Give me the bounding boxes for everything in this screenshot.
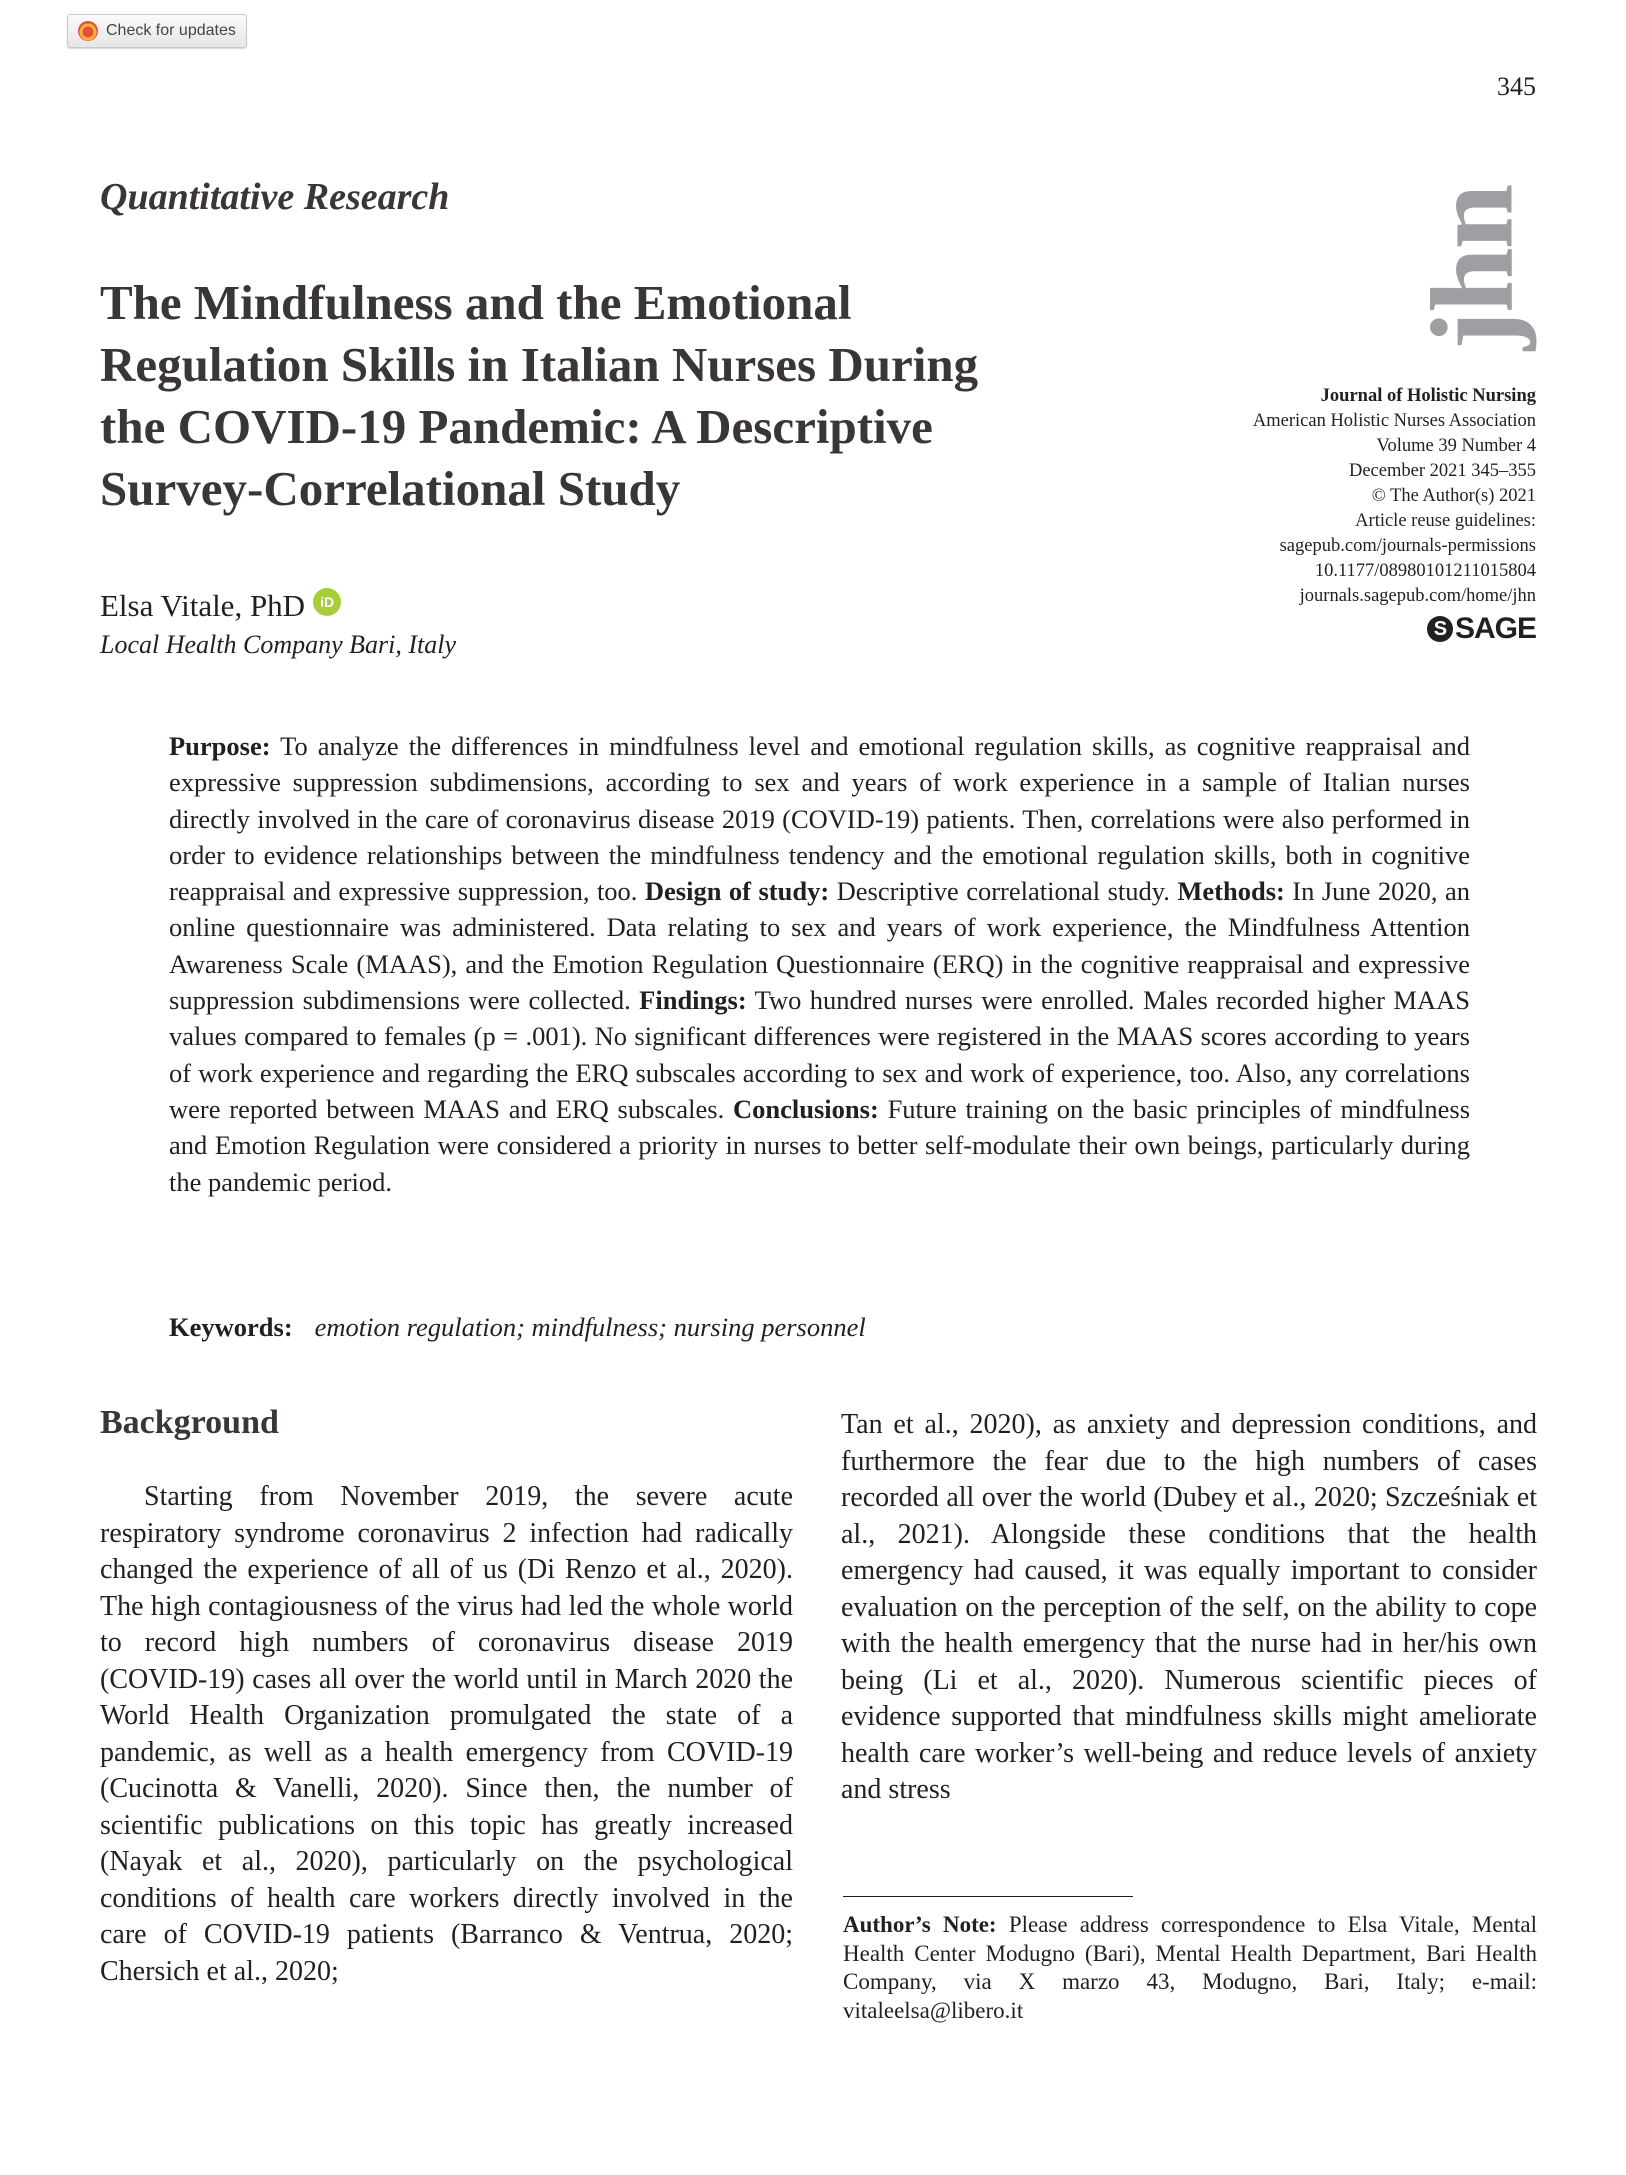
sage-mark-icon: S — [1427, 616, 1453, 642]
findings-label: Findings: — [639, 985, 747, 1016]
design-label: Design of study: — [644, 876, 830, 907]
footnote-divider — [843, 1896, 1133, 1897]
page-number: 345 — [1497, 72, 1536, 101]
background-heading: Background — [100, 1404, 279, 1441]
purpose-text: To analyze the differences in mindfulness level and emotional regulation skills, as cognitive reappraisal and expressive suppression subdimensions, according to sex and years of work experience in a sample of Italian nurses directly involved in the care of coronavirus disease 2019 (COVID-19) patients. Then, correlations were also performed in order to evidence relationships between the mindfulness tendency and the emotional regulation skills, both in cognitive reappraisal and expressive suppression, too. — [169, 731, 1470, 907]
orcid-icon[interactable]: iD — [313, 588, 341, 616]
findings-text: Two hundred nurses were enrolled. Males recorded higher MAAS values compared to females (p = .001). No significant differences were registered in the MAAS scores according to years of work experience and regarding the ERQ subscales according to sex and work of experience, too. Also, any correlations were reported between MAAS and ERQ subscales. — [169, 985, 1471, 1124]
reuse-label: Article reuse guidelines: — [1355, 511, 1536, 531]
author-affiliation: Local Health Company Bari, Italy — [100, 630, 457, 659]
reuse-link[interactable]: sagepub.com/journals-permissions — [1279, 536, 1536, 556]
check-for-updates-label: Check for updates — [106, 22, 236, 39]
journal-logo-text: jhn — [1405, 185, 1537, 351]
design-text: Descriptive correlational study. — [829, 876, 1178, 907]
keywords — [169, 1312, 866, 1343]
background-left-column: Starting from November 2019, the severe acute respiratory syndrome coronavirus 2 infection had radically changed the experience of all of us (Di Renzo et al., 2020). The high contagiousness of the virus had led the whole world to record high numbers of coronavirus disease 2019 (COVID-19) cases all over the world until in March 2020 the World Health Organization promulgated the state of a pandemic, as well as a health emergency from COVID-19 (Cucinotta & Vanelli, 2020). Since then, the number of scientific publications on this topic has greatly increased (Nayak et al., 2020), particularly on the psychological conditions of health care workers directly involved in the care of COVID-19 patients (Barranco & Ventrua, 2020; Chersich et al., 2020; — [100, 1481, 793, 1987]
keywords-values: emotion regulation; mindfulness; nursing personnel — [314, 1312, 866, 1342]
methods-text: In June 2020, an online questionnaire was administered. Data relating to sex and years of work experience, the Mindfulness Attention Awareness Scale (MAAS), and the Emotion Regulation Questionnaire (ERQ) in the cognitive reappraisal and expressive suppression subdimensions were collected. — [169, 876, 1470, 1016]
journal-logo — [1372, 168, 1572, 368]
publisher-name: SAGE — [1454, 612, 1536, 645]
author-note-text: Please address correspondence to Elsa Vitale, Mental Health Center Modugno (Bari), Mental Health Department, Bari Health Company, via X marzo 43, Modugno, Bari, Italy; e-mail: vitaleelsa@libero.it — [843, 1912, 1537, 2023]
conclusions-text: Future training on the basic principles of mindfulness and Emotion Regulation were considered a priority in nurses to better self-modulate their own beings, particularly during the pandemic period. — [169, 1093, 1471, 1197]
journal-name: Journal of Holistic Nursing — [1320, 386, 1536, 406]
conclusions-label: Conclusions: — [733, 1093, 879, 1124]
journal-home-link[interactable]: journals.sagepub.com/home/jhn — [1299, 586, 1536, 606]
methods-label: Methods: — [1177, 876, 1285, 907]
abstract — [169, 728, 1470, 1200]
keywords-label: Keywords: — [169, 1312, 293, 1342]
check-for-updates-button[interactable] — [67, 14, 247, 48]
author-line — [100, 588, 341, 624]
journal-volume: Volume 39 Number 4 — [1376, 436, 1536, 456]
background-right-column: Tan et al., 2020), as anxiety and depression conditions, and furthermore the fear due to the high numbers of cases recorded all over the world (Dubey et al., 2020; Szcześniak et al., 2021). Alongside these conditions that the health emergency had caused, it was equally important to consider evaluation on the perception of the self, on the ability to cope with the health emergency that the nurse had in her/his own being (Li et al., 2020). Numerous scientific pieces of evidence supported that mindfulness skills might ameliorate health care worker’s well-being and reduce levels of anxiety and stress — [841, 1409, 1537, 1805]
crossmark-icon — [78, 21, 98, 41]
section-label: Quantitative Research — [100, 176, 450, 218]
journal-issue-date: December 2021 345–355 — [1348, 461, 1536, 481]
copyright: © The Author(s) 2021 — [1371, 486, 1536, 506]
doi-link[interactable]: 10.1177/08980101211015804 — [1314, 561, 1536, 581]
author-note — [843, 1911, 1537, 2025]
author-note-label: Author’s Note: — [843, 1912, 997, 1937]
journal-info — [1253, 384, 1536, 609]
publisher-logo — [1427, 612, 1536, 646]
purpose-label: Purpose: — [169, 731, 271, 761]
journal-association: American Holistic Nurses Association — [1252, 411, 1536, 431]
author-name: Elsa Vitale, PhD — [100, 588, 306, 623]
article-title: The Mindfulness and the Emotional Regulation Skills in Italian Nurses During the COVID-19 Pandemic: A Descriptive Survey-Correlational Study — [100, 275, 979, 516]
